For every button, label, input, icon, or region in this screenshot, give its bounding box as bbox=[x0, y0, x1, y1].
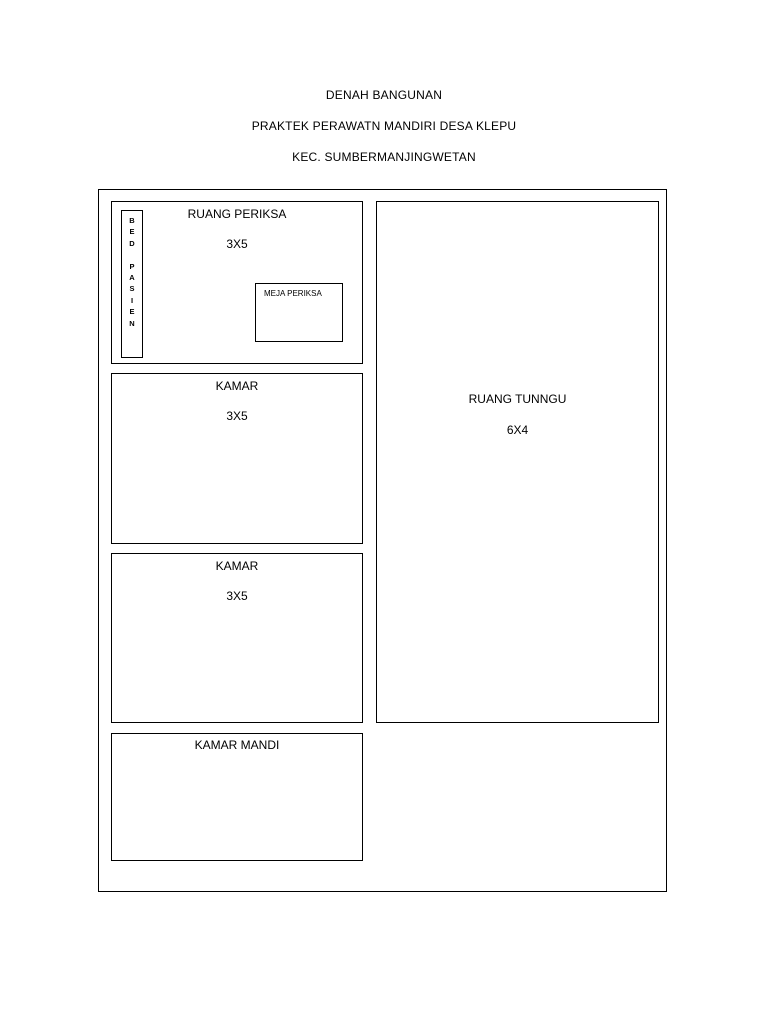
kamar-1-size: 3X5 bbox=[226, 409, 248, 423]
bed-pasien-label bbox=[122, 215, 142, 329]
kamar-mandi-name: KAMAR MANDI bbox=[194, 738, 280, 752]
meja-periksa-label: MEJA PERIKSA bbox=[264, 289, 322, 298]
room-kamar-mandi bbox=[111, 733, 363, 861]
kamar-2-name: KAMAR bbox=[215, 559, 259, 573]
bed-letter bbox=[122, 249, 142, 260]
meja-periksa bbox=[255, 283, 343, 342]
title-line-2: PRAKTEK PERAWATN MANDIRI DESA KLEPU bbox=[251, 119, 517, 133]
bed-letter: D bbox=[129, 238, 135, 248]
ruang-tunggu-size: 6X4 bbox=[506, 423, 529, 437]
bed-letter: N bbox=[129, 318, 135, 328]
room-kamar-1 bbox=[111, 373, 363, 544]
ruang-tunggu-name: RUANG TUNNGU bbox=[468, 392, 567, 406]
title-line-3: KEC. SUMBERMANJINGWETAN bbox=[292, 150, 476, 164]
title-line-1: DENAH BANGUNAN bbox=[325, 88, 443, 102]
bed-letter: E bbox=[129, 227, 135, 237]
room-ruang-tunggu bbox=[376, 201, 659, 723]
room-kamar-2 bbox=[111, 553, 363, 723]
bed-letter: E bbox=[129, 307, 135, 317]
ruang-periksa-name: RUANG PERIKSA bbox=[187, 207, 287, 221]
bed-letter: A bbox=[129, 272, 135, 282]
room-ruang-periksa bbox=[111, 201, 363, 364]
ruang-periksa-size: 3X5 bbox=[226, 237, 248, 251]
kamar-1-name: KAMAR bbox=[215, 379, 259, 393]
kamar-2-size: 3X5 bbox=[226, 589, 248, 603]
bed-pasien bbox=[121, 210, 143, 358]
bed-letter: S bbox=[129, 284, 135, 294]
bed-letter: B bbox=[129, 216, 135, 225]
bed-letter: P bbox=[129, 261, 135, 271]
bed-letter: I bbox=[130, 295, 134, 305]
